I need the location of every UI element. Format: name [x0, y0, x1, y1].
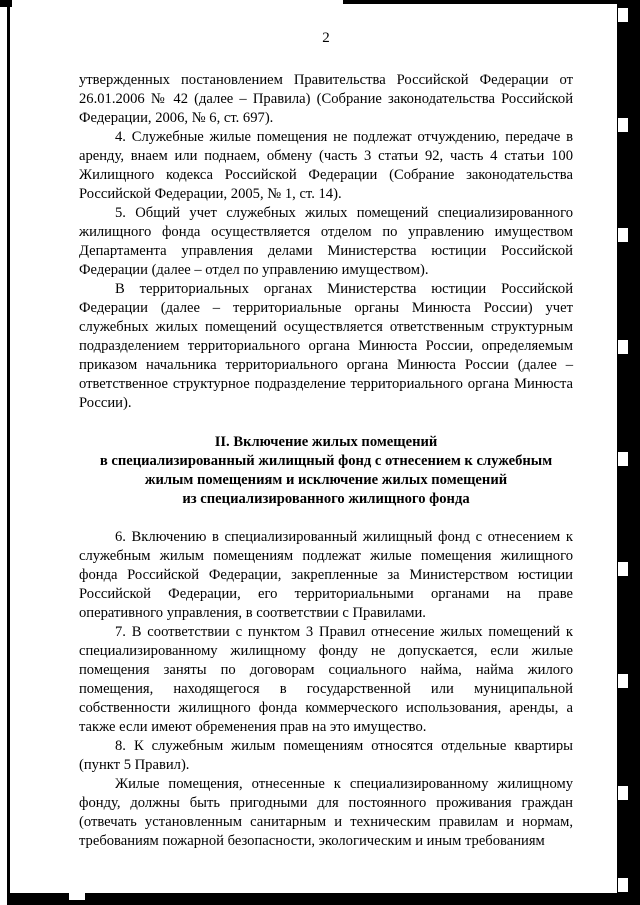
scan-artifact-top-edge	[343, 0, 640, 4]
heading-line: из специализированного жилищного фонда	[182, 491, 470, 507]
document-body	[79, 30, 573, 851]
heading-line: жилым помещениям и исключение жилых помещений	[144, 472, 508, 488]
scan-notch	[69, 893, 85, 900]
heading-line: II. Включение жилых помещений	[214, 434, 438, 450]
scan-notch	[618, 340, 628, 354]
scan-notch	[618, 674, 628, 688]
scan-notch	[618, 118, 628, 132]
paragraph-territorial-bodies: В территориальных органах Министерства юстиции Российской Федерации (далее – территориальные органы Минюста России) учет служебных жилых помещений осуществляется ответственным структурным подразделением территориального органа Минюста России, определяемым приказом начальника территориального органа Минюста России (далее – ответственное структурное подразделение территориального органа Минюста России).	[79, 281, 573, 411]
scan-notch	[618, 228, 628, 242]
scan-notch	[618, 8, 628, 22]
paragraph-intro-continuation: утвержденных постановлением Правительства Российской Федерации от 26.01.2006 № 42 (далее – Правила) (Собрание законодательства Российской Федерации, 2006, № 6, ст. 697).	[79, 72, 573, 126]
paragraph-clause-8: 8. К служебным жилым помещениям относятся отдельные квартиры (пункт 5 Правил).	[79, 738, 573, 773]
scan-notch	[618, 562, 628, 576]
paragraph-housing-requirements: Жилые помещения, отнесенные к специализированному жилищному фонду, должны быть пригодными для постоянного проживания граждан (отвечать установленным санитарным и техническим правилам и нормам, требованиям пожарной безопасности, экологическим и иным требованиям	[79, 776, 573, 849]
heading-line: в специализированный жилищный фонд с отнесением к служебным	[99, 453, 553, 469]
paragraph-clause-6: 6. Включению в специализированный жилищный фонд с отнесением к служебным жилым помещениям подлежат жилые помещения жилищного фонда Российской Федерации, закрепленные за Министерством юстиции Российской Федерации, его территориальными органами на праве оперативного управления, в соответствии с Правилами.	[79, 529, 573, 621]
scan-artifact-right-edge	[617, 0, 640, 905]
scan-notch	[618, 878, 628, 892]
scan-artifact-left-edge	[7, 0, 10, 897]
scan-notch	[618, 786, 628, 800]
section-heading	[79, 433, 573, 509]
page-number: 2	[322, 30, 330, 46]
scan-artifact-bottom-edge	[7, 893, 640, 905]
paragraph-clause-4: 4. Служебные жилые помещения не подлежат отчуждению, передаче в аренду, внаем или поднаем, обмену (часть 3 статьи 92, часть 4 статьи 100 Жилищного кодекса Российской Федерации (Собрание законодательства Российской Федерации, 2005, № 1, ст. 14).	[79, 129, 573, 202]
scan-notch	[618, 452, 628, 466]
scan-artifact-top-left-corner	[0, 0, 12, 7]
paragraph-clause-5: 5. Общий учет служебных жилых помещений специализированного жилищного фонда осуществляется отделом по управлению имуществом Департамента управления делами Министерства юстиции Российской Федерации (далее – отдел по управлению имуществом).	[79, 205, 573, 278]
paragraph-clause-7: 7. В соответствии с пунктом 3 Правил отнесение жилых помещений к специализированному жилищному фонду не допускается, если жилые помещения заняты по договорам социального найма, найма жилого помещения, находящегося в государственной или муниципальной собственности жилищного фонда коммерческого использования, аренды, а также если имеют обременения прав на это имущество.	[79, 624, 573, 735]
